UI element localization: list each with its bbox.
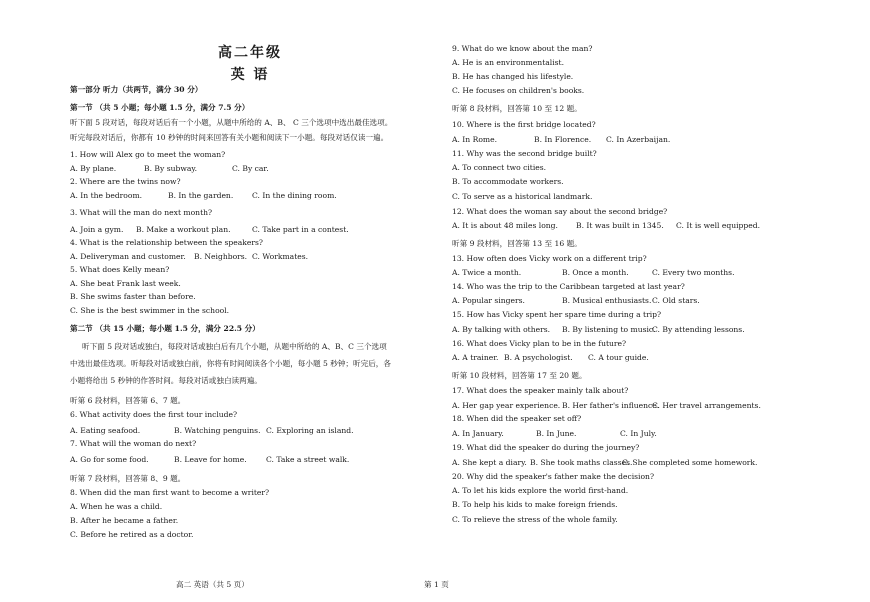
option-c: C. In July. — [620, 429, 657, 438]
option-b: B. A psychologist. — [504, 353, 573, 362]
option-row — [70, 252, 308, 262]
question-stem: 16. What does Vicky plan to be in the future? — [452, 339, 627, 348]
option-b: B. Once a month. — [562, 268, 629, 277]
option-c: C. Exploring an island. — [266, 426, 354, 435]
option-b: B. In June. — [536, 429, 577, 438]
option-c: C. To serve as a historical landmark. — [452, 192, 593, 201]
option-b: B. Leave for home. — [174, 455, 247, 464]
option-a: A. It is about 48 miles long. — [452, 221, 558, 230]
option-b: B. He has changed his lifestyle. — [452, 72, 574, 81]
option-row — [452, 401, 761, 411]
option-a: A. Popular singers. — [452, 296, 525, 305]
option-row — [70, 455, 349, 465]
option-c: C. She completed some homework. — [622, 458, 758, 467]
question-stem: 2. Where are the twins now? — [70, 177, 181, 186]
question-stem: 8. When did the man first want to become a writer? — [70, 488, 270, 497]
option-c: C. Take a street walk. — [266, 455, 350, 464]
question-stem: 14. Who was the trip to the Caribbean targeted at last year? — [452, 282, 685, 291]
option-a: A. When he was a child. — [70, 502, 163, 511]
instruction-line: 中选出最佳选项。听每段对话或独白前，你将有时间阅读各个小题，每小题 5 秒钟；听完后，各 — [70, 359, 391, 368]
option-a: A. Her gap year experience. — [452, 401, 561, 410]
option-a: A. In Rome. — [452, 135, 498, 144]
grade-title: 高二年级 — [218, 45, 282, 61]
option-a: A. Twice a month. — [452, 268, 522, 277]
option-a: A. To connect two cities. — [452, 163, 547, 172]
option-c: C. Workmates. — [252, 252, 309, 261]
option-row — [70, 191, 337, 201]
option-b: B. By listening to music. — [562, 325, 656, 334]
question-stem: 7. What will the woman do next? — [70, 439, 197, 448]
option-b: B. To accommodate workers. — [452, 177, 564, 186]
option-c: C. In the dining room. — [252, 191, 337, 200]
option-row — [452, 353, 649, 363]
option-row — [452, 135, 670, 145]
question-stem: 3. What will the man do next month? — [70, 208, 213, 217]
instruction-line: 听下面 5 段对话，每段对话后有一个小题，从题中所给的 A、B、 C 三个选项中选出最佳选项。 — [70, 118, 393, 127]
question-stem: 12. What does the woman say about the second bridge? — [452, 207, 668, 216]
section-heading: 第二节 （共 15 小题；每小题 1.5 分，满分 22.5 分） — [70, 324, 260, 333]
option-c: C. Old stars. — [652, 296, 700, 305]
question-stem: 1. How will Alex go to meet the woman? — [70, 150, 226, 159]
option-row — [70, 426, 354, 436]
subject-title: 英 语 — [230, 67, 270, 83]
material-heading: 听第 10 段材料，回答第 17 至 20 题。 — [452, 371, 587, 380]
option-c: C. Her travel arrangements. — [652, 401, 761, 410]
option-a: A. Eating seafood. — [70, 426, 141, 435]
section-heading: 第一节 （共 5 小题；每小题 1.5 分，满分 7.5 分） — [70, 103, 250, 112]
option-row — [452, 458, 757, 468]
option-b: B. Neighbors. — [194, 252, 248, 261]
option-c: C. In Azerbaijan. — [606, 135, 671, 144]
option-row — [452, 221, 760, 231]
option-b: B. Make a workout plan. — [136, 225, 231, 234]
option-c: C. Before he retired as a doctor. — [70, 530, 194, 539]
instruction-line: 小题将给出 5 秒钟的作答时间。每段对话或独白读两遍。 — [70, 376, 262, 385]
part-heading: 第一部分 听力（共两节，满分 30 分） — [70, 85, 203, 94]
footer-left: 高二 英语（共 5 页） — [176, 580, 249, 589]
option-row — [452, 429, 657, 439]
instruction-line: 听下面 5 段对话或独白，每段对话或独白后有几个小题，从题中所给的 A、B、C 三个选项 — [82, 342, 387, 351]
option-row — [452, 296, 700, 306]
option-b: B. Her father's influence. — [562, 401, 660, 410]
option-a: A. She beat Frank last week. — [70, 279, 181, 288]
option-a: A. He is an environmentalist. — [452, 58, 564, 67]
option-row — [70, 164, 269, 174]
question-stem: 6. What activity does the first tour include? — [70, 410, 238, 419]
option-b: B. After he became a father. — [70, 516, 179, 525]
option-a: A. In January. — [452, 429, 504, 438]
question-stem: 11. Why was the second bridge built? — [452, 149, 597, 158]
page-number: 第 1 页 — [424, 580, 449, 589]
option-a: A. By plane. — [70, 164, 117, 173]
option-row — [452, 325, 745, 335]
instruction-line: 听完每段对话后，你都有 10 秒钟的时间来回答有关小题和阅读下一小题。每段对话仅读一遍。 — [70, 133, 389, 142]
question-stem: 18. When did the speaker set off? — [452, 414, 582, 423]
question-stem: 4. What is the relationship between the speakers? — [70, 238, 263, 247]
option-b: B. She took maths classes. — [530, 458, 633, 467]
material-heading: 听第 8 段材料，回答第 10 至 12 题。 — [452, 104, 582, 113]
option-b: B. In the garden. — [168, 191, 234, 200]
option-a: A. To let his kids explore the world first-hand. — [452, 486, 629, 495]
material-heading: 听第 6 段材料，回答第 6、7 题。 — [70, 396, 186, 405]
option-b: B. To help his kids to make foreign friends. — [452, 500, 618, 509]
option-a: A. By talking with others. — [452, 325, 551, 334]
option-b: B. In Florence. — [534, 135, 592, 144]
question-stem: 9. What do we know about the man? — [452, 44, 593, 53]
question-stem: 5. What does Kelly mean? — [70, 265, 170, 274]
material-heading: 听第 9 段材料，回答第 13 至 16 题。 — [452, 239, 582, 248]
question-stem: 10. Where is the first bridge located? — [452, 120, 596, 129]
option-c: C. Take part in a contest. — [252, 225, 349, 234]
option-c: C. By attending lessons. — [652, 325, 745, 334]
option-row — [452, 268, 734, 278]
option-b: B. It was built in 1345. — [576, 221, 664, 230]
question-stem: 13. How often does Vicky work on a different trip? — [452, 254, 647, 263]
question-stem: 17. What does the speaker mainly talk about? — [452, 386, 629, 395]
option-a: A. Deliveryman and customer. — [70, 252, 186, 261]
question-stem: 15. How has Vicky spent her spare time during a trip? — [452, 310, 662, 319]
option-row — [70, 225, 349, 235]
option-b: B. Watching penguins. — [174, 426, 261, 435]
option-c: C. To relieve the stress of the whole family. — [452, 515, 618, 524]
option-a: A. In the bedroom. — [70, 191, 143, 200]
question-stem: 20. Why did the speaker's father make the decision? — [452, 472, 655, 481]
option-c: C. By car. — [232, 164, 269, 173]
option-c: C. It is well equipped. — [676, 221, 761, 230]
option-a: A. A trainer. — [452, 353, 499, 362]
option-c: C. He focuses on children's books. — [452, 86, 585, 95]
option-b: B. By subway. — [144, 164, 198, 173]
question-stem: 19. What did the speaker do during the journey? — [452, 443, 640, 452]
option-a: A. Go for some food. — [70, 455, 149, 464]
option-a: A. Join a gym. — [70, 225, 124, 234]
material-heading: 听第 7 段材料，回答第 8、9 题。 — [70, 474, 186, 483]
option-c: C. Every two months. — [652, 268, 735, 277]
option-b: B. Musical enthusiasts. — [562, 296, 652, 305]
option-b: B. She swims faster than before. — [70, 292, 196, 301]
option-c: C. A tour guide. — [588, 353, 649, 362]
option-c: C. She is the best swimmer in the school. — [70, 306, 230, 315]
option-a: A. She kept a diary. — [452, 458, 527, 467]
